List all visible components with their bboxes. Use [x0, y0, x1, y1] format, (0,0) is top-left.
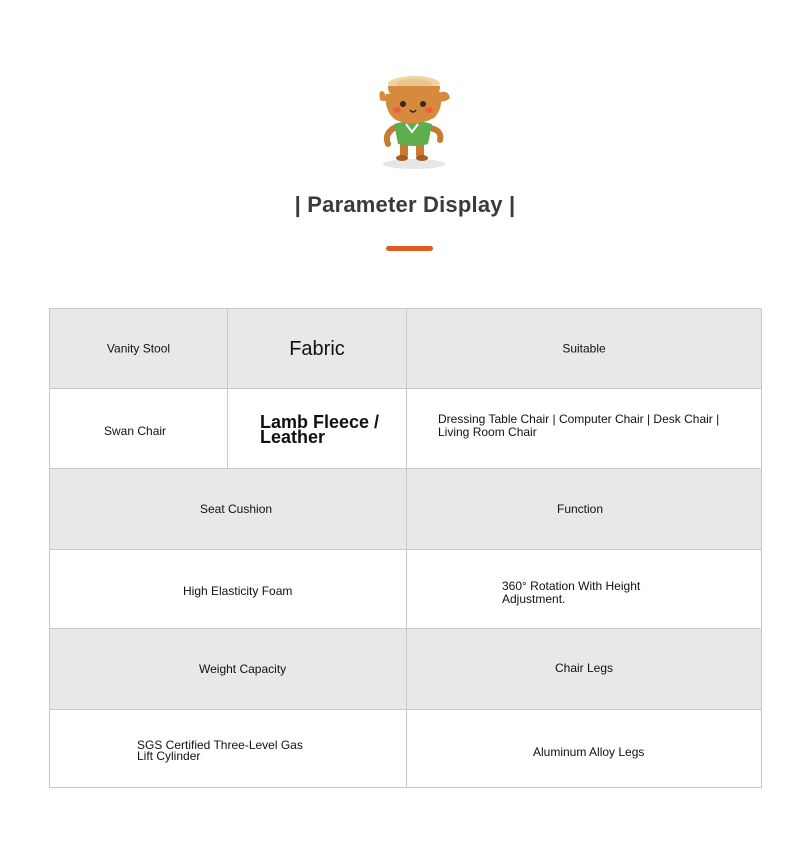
table-cell: [407, 309, 761, 388]
legs-label: Chair Legs: [555, 661, 614, 675]
title-underline-accent: [386, 246, 433, 251]
table-row: [50, 550, 761, 629]
function-label: Function: [557, 502, 604, 516]
page-title: | Parameter Display |: [294, 192, 516, 217]
table-cell: [50, 309, 228, 388]
capacity-label: Weight Capacity: [199, 662, 287, 676]
suitable-value: Dressing Table Chair | Computer Chair | Desk Chair | Living Room Chair: [438, 412, 720, 439]
cushion-label: Seat Cushion: [200, 502, 273, 516]
table-row: [50, 710, 761, 787]
table-cell: [228, 309, 407, 388]
legs-value: Aluminum Alloy Legs: [533, 745, 645, 759]
table-cell: [407, 389, 761, 468]
table-cell: [407, 710, 761, 787]
type-value: Swan Chair: [104, 424, 167, 438]
table-cell: [407, 629, 761, 709]
table-cell: [50, 550, 407, 628]
cushion-value: High Elasticity Foam: [183, 584, 293, 598]
table-cell: [50, 389, 228, 468]
tree-stump-mascot-icon: [376, 72, 452, 172]
table-cell: [50, 629, 407, 709]
table-row: [50, 389, 761, 469]
table-row: [50, 629, 761, 710]
material-value: Lamb Fleece / Leather: [260, 412, 380, 447]
function-value: 360° Rotation With Height Adjustment.: [502, 579, 641, 606]
type-label: Vanity Stool: [106, 341, 171, 355]
table-row: [50, 469, 761, 550]
table-cell: [407, 469, 761, 549]
suitable-label: Suitable: [562, 341, 606, 355]
table-cell: [228, 389, 407, 468]
table-cell: [407, 550, 761, 628]
material-label: Fabric: [289, 337, 345, 360]
parameter-table: [49, 308, 762, 788]
capacity-value: SGS Certified Three-Level Gas Lift Cylinder: [137, 738, 303, 763]
table-row: [50, 309, 761, 389]
table-cell: [50, 710, 407, 787]
table-cell: [50, 469, 407, 549]
